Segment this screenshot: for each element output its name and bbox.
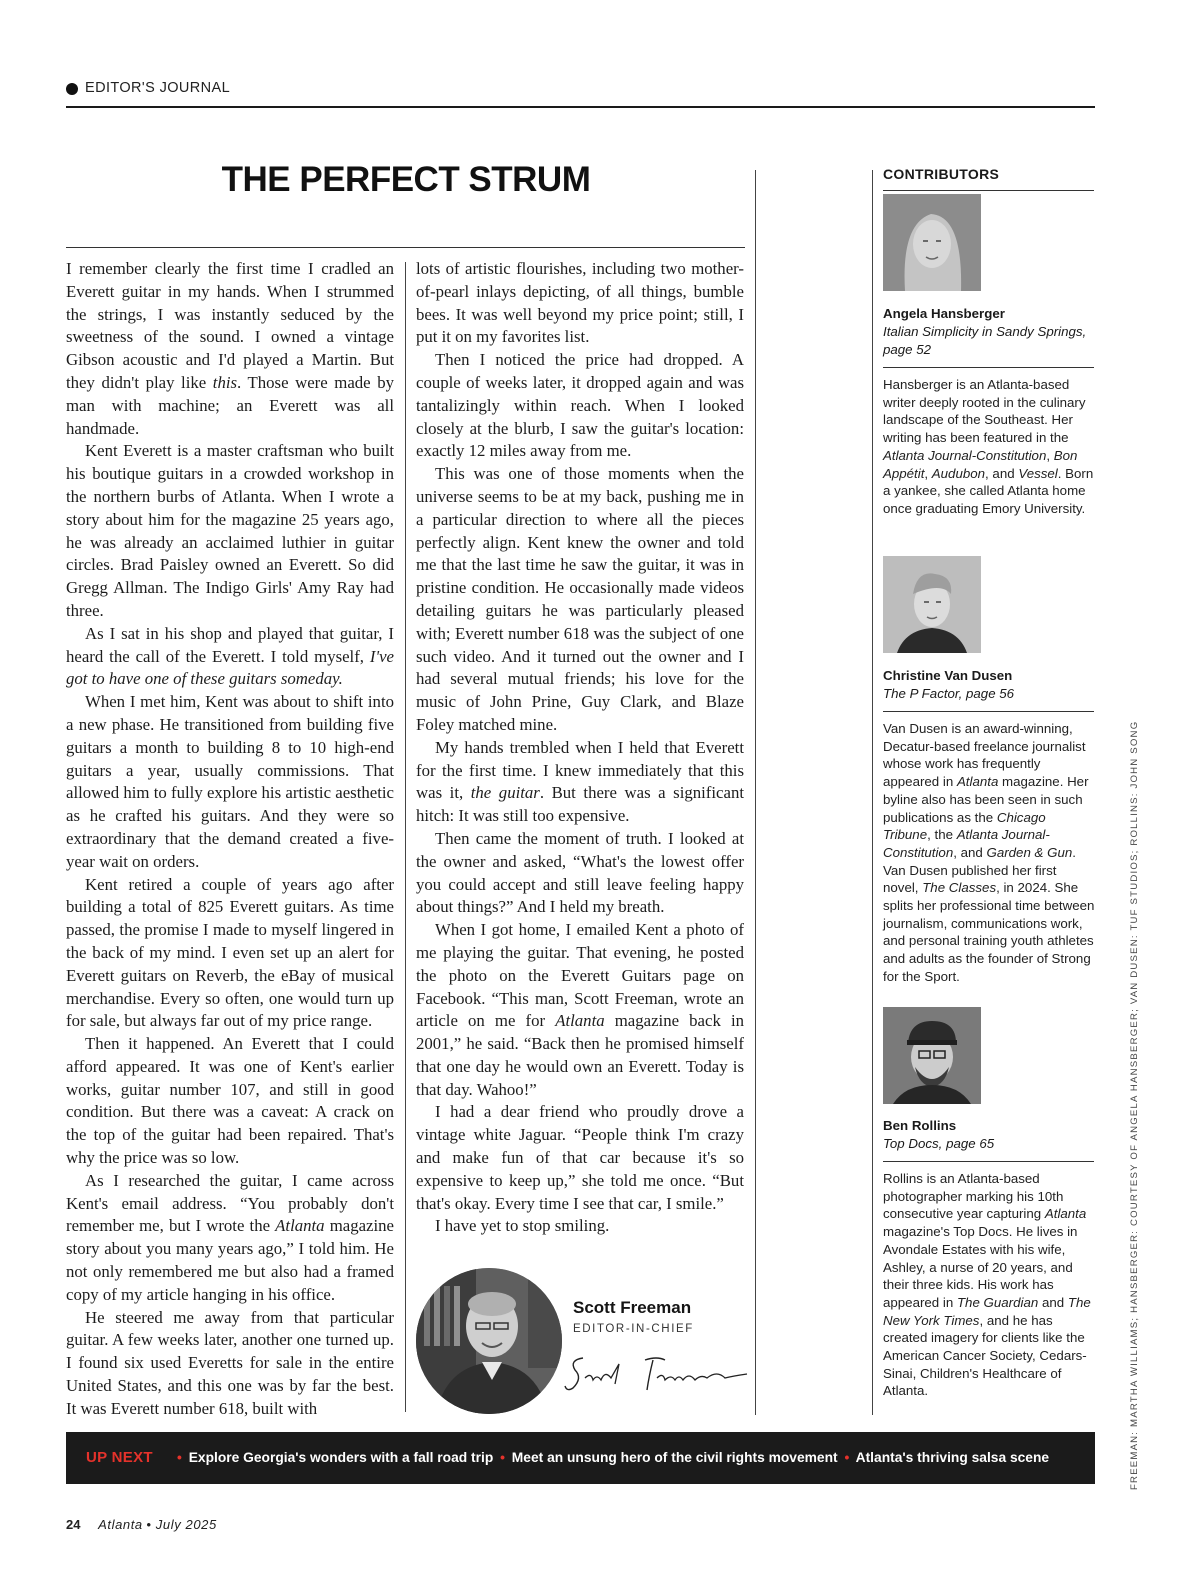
paragraph-text: magazine back in 2001,” he said. “Back then he promised himself that one day he would own an Everett. Today is that day. Wahoo!” — [416, 1011, 744, 1099]
bio-text: , the — [927, 827, 957, 843]
paragraph-text: Kent retired a couple of years ago after building a total of 825 Everett guitars. As time passed, the promise I made to myself lingered in the back of my mind. I even set up an alert for Everett guitars on Reverb, the eBay of musical merchandise. Every so often, one would turn up for sale, but always far out of my price range. — [66, 874, 394, 1031]
contributor-divider — [883, 1161, 1094, 1162]
signature-image — [561, 1348, 751, 1398]
italic-text: Atlanta — [555, 1011, 605, 1031]
article-column-1 — [66, 258, 394, 1421]
bullet-icon: • — [177, 1450, 182, 1465]
column-divider — [755, 170, 756, 1415]
paragraph-text: He steered me away from that particular guitar. A few weeks later, another one turned up. I found six used Everetts for sale in the entire United States, and this one was by far the best. It was Everett number 618, built with — [66, 1307, 394, 1418]
article-paragraph — [416, 1101, 744, 1215]
article-paragraph — [66, 1033, 394, 1170]
italic-text: Audubon — [931, 465, 986, 481]
contributor-bio — [883, 1170, 1095, 1400]
italic-text: Chicago Tribune — [883, 809, 1046, 843]
bio-text: magazine's Top Docs. He lives in Avondale Estates with his wife, Ashley, a nurse of 20 years, and their three kids. His work has appeared in — [883, 1224, 1078, 1310]
bio-text: Rollins is an Atlanta-based photographer marking his 10th consecutive year capturing — [883, 1171, 1064, 1222]
paragraph-text: I remember clearly the first time I cradled an Everett guitar in my hands. When I strummed the strings, I was instantly seduced by the sweetness of the sound. I owned a vintage Gibson acoustic and I'd played a Martin. But they didn't play like — [66, 259, 394, 392]
article-column-2 — [416, 258, 744, 1238]
article-paragraph — [66, 623, 394, 691]
italic-text: The Classes — [922, 880, 997, 896]
contributor-photo — [883, 556, 981, 653]
article-paragraph — [416, 737, 744, 828]
author-name: Scott Freeman — [573, 1298, 692, 1317]
paragraph-text: I had a dear friend who proudly drove a vintage white Jaguar. “People think I'm crazy and make fun of that car because it's so expensive to keep up,” she told me once. “But that's okay. Every time I see that car, I smile.” — [416, 1102, 744, 1213]
article-paragraph — [66, 1170, 394, 1307]
up-next-bar — [66, 1432, 1095, 1484]
page-footer — [66, 1517, 217, 1532]
photo-credit: FREEMAN: MARTHA WILLIAMS; HANSBERGER: COURTESY OF ANGELA HANSBERGER; VAN DUSEN: TUF STUDIOS; ROLLINS: JOHN SONG — [1129, 720, 1140, 1490]
paragraph-text: When I got home, I emailed Kent a photo of me playing the guitar. That evening, he posted the photo on the Everett Guitars page on Facebook. “This man, Scott Freeman, wrote an article on me for — [416, 920, 744, 1031]
contributor-bio — [883, 720, 1095, 986]
article-paragraph — [66, 874, 394, 1034]
paragraph-text: Then came the moment of truth. I looked at the owner and asked, “What's the lowest offer you could accept and still leave feeling happy about things?” And I held my breath. — [416, 828, 744, 917]
article-paragraph — [416, 349, 744, 463]
bullet-icon: • — [844, 1450, 850, 1465]
contributor-divider — [883, 711, 1094, 712]
bio-text: , in 2024. She splits her professional time between journalism, communications work, and personal training youth athletes and adults as the founder of Strong for the Sport. — [883, 880, 1095, 984]
paragraph-text: Then I noticed the price had dropped. A couple of weeks later, it dropped again and was tantalizingly within reach. When I looked closely at the blurb, I saw the guitar's location: exactly 12 miles away from me. — [416, 350, 744, 461]
bio-text: magazine. Her byline also has been seen in such publications as the — [883, 774, 1089, 825]
bio-text: and — [1038, 1294, 1068, 1310]
bio-text: , and he has created imagery for clients like the American Cancer Society, Cedars-Sinai, Children's Healthcare of Atlanta. — [883, 1312, 1087, 1399]
bio-text: , and — [953, 844, 987, 860]
bio-text: Hansberger is an Atlanta-based writer deeply rooted in the culinary landscape of the Southeast. Her writing has been featured in the — [883, 377, 1086, 446]
contributor-name: Ben Rollins — [883, 1118, 957, 1133]
contributor-story: Italian Simplicity in Sandy Springs, page 52 — [883, 324, 1087, 357]
section-header — [66, 80, 1095, 108]
contributor-photo — [883, 194, 981, 291]
contributor-name: Angela Hansberger — [883, 306, 1005, 321]
contributor-name: Christine Van Dusen — [883, 668, 1013, 683]
page-number: 24 — [66, 1517, 81, 1532]
bio-text: Van Dusen is an award-winning, Decatur-based freelance journalist whose work has frequently appeared in — [883, 721, 1086, 790]
author-signature-block — [416, 1268, 756, 1418]
paragraph-text: . Those were made by man with machine; an Everett was all handmade. — [66, 372, 394, 438]
italic-text: The New York Times — [883, 1294, 1091, 1328]
section-label: EDITOR'S JOURNAL — [85, 80, 231, 96]
up-next-items — [174, 1450, 1049, 1465]
article-paragraph — [66, 1307, 394, 1421]
title-divider — [66, 247, 745, 248]
magazine-name: Atlanta — [98, 1517, 143, 1532]
italic-text: Garden & Gun — [986, 844, 1073, 860]
italic-text: Bon Appétit — [883, 447, 1078, 481]
paragraph-text: As I sat in his shop and played that guitar, I heard the call of the Everett. I told myself, — [66, 623, 394, 666]
footer-separator: • — [146, 1517, 156, 1532]
italic-text: The Guardian — [956, 1294, 1039, 1310]
contributors-heading: CONTRIBUTORS — [883, 166, 1094, 191]
bio-text: . Born a yankee, she called Atlanta home once graduating Emory University. — [883, 465, 1094, 516]
up-next-label: UP NEXT — [86, 1449, 153, 1466]
up-next-item[interactable]: Explore Georgia's wonders with a fall road trip — [188, 1450, 494, 1465]
paragraph-text: When I met him, Kent was about to shift into a new phase. He transitioned from building five guitars a month to building 8 to 10 high-end guitars a year, usually commissions. That allowed him to fully explore his artistic aesthetic as he crafted his guitars. And they were so extraordinary that the demand created a five-year wait on orders. — [66, 692, 394, 871]
article-title: THE PERFECT STRUM — [221, 160, 591, 199]
italic-text: Atlanta — [1044, 1206, 1087, 1222]
bio-text: , — [924, 465, 932, 481]
article-paragraph — [66, 258, 394, 440]
author-title: EDITOR-IN-CHIEF — [573, 1323, 694, 1335]
bullet-icon: • — [500, 1450, 505, 1465]
up-next-item[interactable]: Meet an unsung hero of the civil rights movement — [511, 1450, 838, 1465]
contributor-bio — [883, 376, 1095, 518]
article-paragraph — [416, 919, 744, 1101]
article-paragraph — [416, 258, 744, 349]
bio-text: , and — [985, 465, 1019, 481]
italic-text: the guitar — [470, 783, 540, 803]
paragraph-text: . But there was a significant hitch: It was still too expensive. — [416, 783, 744, 826]
article-paragraph — [416, 828, 744, 919]
italic-text: Vessel — [1018, 465, 1058, 481]
bullet-dot-icon — [66, 83, 78, 95]
article-paragraph — [416, 1215, 744, 1238]
column-divider — [405, 262, 406, 1412]
bio-text: , — [1046, 447, 1054, 463]
italic-text: Atlanta Journal-Constitution — [883, 827, 1050, 860]
contributor-photo — [883, 1007, 981, 1104]
paragraph-text: Kent Everett is a master craftsman who built his boutique guitars in a crowded workshop in the northern burbs of Atlanta. When I wrote a story about him for the magazine 25 years ago, he was already an acclaimed luthier in guitar circles. Brad Paisley owned an Everett. So did Gregg Allman. The Indigo Girls' Amy Ray had three. — [66, 441, 394, 620]
paragraph-text: As I researched the guitar, I came across Kent's email address. “You probably don't remember me, but I wrote the — [66, 1170, 394, 1236]
contributor-story: Top Docs, page 65 — [883, 1136, 995, 1151]
article-paragraph — [66, 440, 394, 622]
italic-text: Atlanta — [956, 774, 999, 790]
paragraph-text: This was one of those moments when the universe seems to be at my back, pushing me in a particular direction to where all the pieces perfectly align. Kent knew the owner and told me that the last time he saw the guitar, it was in pristine condition. He occasionally made videos detailing guitars he was particularly pleased with; Everett number 618 was the subject of one such video. And it turned out the owner and I had several mutual friends; his love for the music of John Prine, Guy Clark, and Blaze Foley matched mine. — [416, 464, 744, 734]
italic-text: this — [212, 372, 238, 392]
contributor-divider — [883, 367, 1094, 368]
sidebar-divider — [872, 170, 873, 1415]
italic-text: Atlanta — [275, 1216, 325, 1236]
article-paragraph — [416, 463, 744, 737]
paragraph-text: Then it happened. An Everett that I could afford appeared. It was one of Kent's earlier works, guitar number 107, and still in good condition. But there was a caveat: A crack on the top of the guitar had been repaired. That's why the price was so low. — [66, 1034, 394, 1168]
italic-text: I've got to have one of these guitars someday. — [66, 646, 394, 689]
up-next-item[interactable]: Atlanta's thriving salsa scene — [855, 1450, 1050, 1465]
italic-text: Atlanta Journal-Constitution — [883, 447, 1047, 463]
bio-text: . Van Dusen published her first novel, — [883, 844, 1076, 896]
author-photo — [416, 1268, 562, 1414]
article-paragraph — [66, 691, 394, 873]
issue-date: July 2025 — [155, 1517, 217, 1532]
paragraph-text: magazine story about you many years ago,” I told him. He not only remembered me but also had a framed copy of my article hanging in his office. — [66, 1216, 394, 1304]
paragraph-text: lots of artistic flourishes, including two mother-of-pearl inlays depicting, of all things, bumble bees. It was well beyond my price point; still, I put it on my favorites list. — [416, 259, 744, 347]
contributor-story: The P Factor, page 56 — [883, 686, 1015, 701]
paragraph-text: I have yet to stop smiling. — [435, 1216, 610, 1236]
paragraph-text: My hands trembled when I held that Everett for the first time. I knew immediately that this was it, — [416, 737, 744, 803]
